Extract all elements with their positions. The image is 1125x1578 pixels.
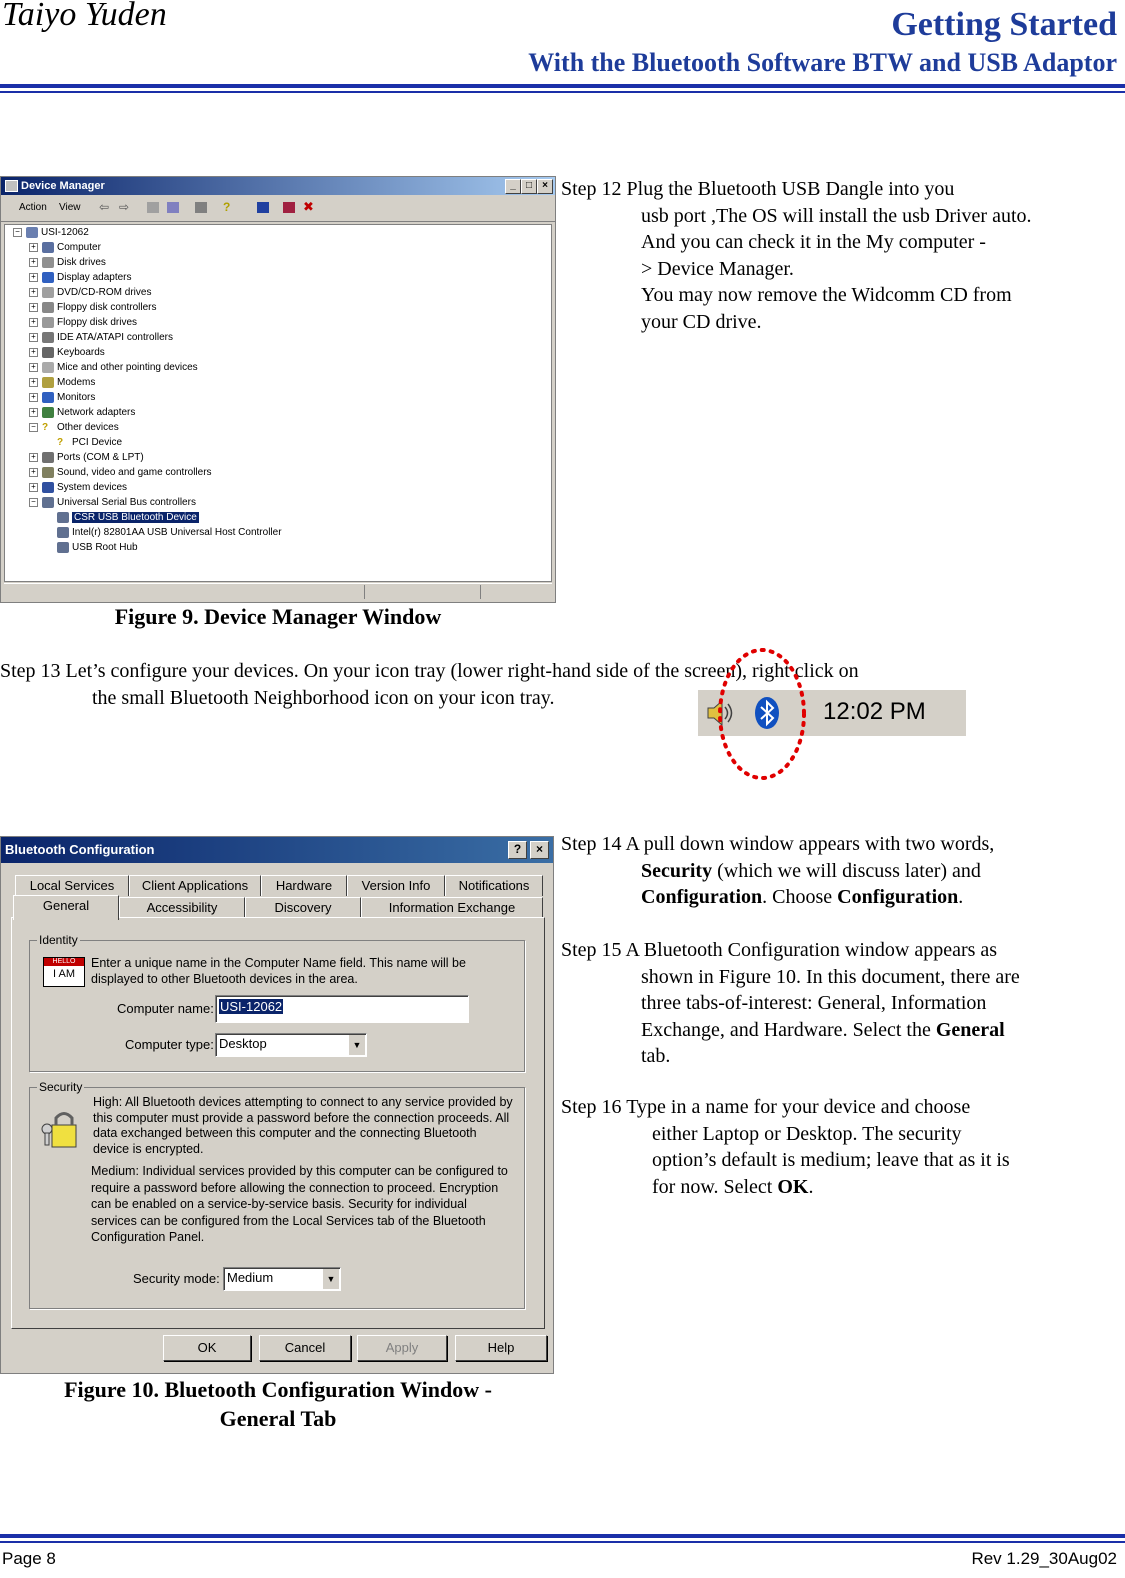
- tree-item[interactable]: − Universal Serial Bus controllers: [29, 495, 196, 510]
- security-mode-value: Medium: [227, 1270, 274, 1285]
- highlight-circle: [712, 646, 812, 786]
- status-bar: [4, 583, 552, 600]
- mouse-icon: [42, 362, 54, 373]
- step15-line: Exchange, and Hardware. Select the: [641, 1018, 936, 1041]
- security-medium-text: Medium: Individual services provided by this computer can be configured to require a password before allowing the connection to proceed. Encryption can be enabled on a service-by-service basis. Security for individual services can be configured from the Local Services tab of the Bluetooth Configuration Panel.: [91, 1164, 508, 1244]
- minimize-button[interactable]: _: [505, 179, 521, 194]
- tree-item[interactable]: Intel(r) 82801AA USB Universal Host Controller: [57, 525, 282, 540]
- view-icon[interactable]: [147, 202, 159, 213]
- tree-item[interactable]: − ? Other devices: [29, 420, 119, 435]
- tree-item[interactable]: + DVD/CD-ROM drives: [29, 285, 151, 300]
- hello-badge-bottom: I AM: [52, 968, 75, 980]
- step13-lead: Step 13 Let’s configure your devices. On your icon tray (lower right-hand side of the screen), right click on: [0, 660, 859, 682]
- security-mode-select[interactable]: [223, 1267, 341, 1291]
- company-name: Taiyo Yuden: [2, 0, 167, 33]
- step12-line: usb port ,The OS will install the usb Driver auto.: [641, 204, 1032, 227]
- computer-name-input[interactable]: [215, 995, 469, 1023]
- device-manager-titlebar: [1, 177, 555, 195]
- step16-text: [561, 1094, 1121, 1200]
- help-button[interactable]: ?: [508, 841, 527, 859]
- step14-text-part: . Choose: [762, 886, 838, 908]
- ide-icon: [42, 332, 54, 343]
- figure9-caption: Figure 9. Device Manager Window: [114, 604, 442, 629]
- tree-item[interactable]: + Mice and other pointing devices: [29, 360, 198, 375]
- disable-device-icon[interactable]: [283, 202, 295, 213]
- tab-accessibility[interactable]: Accessibility: [119, 897, 245, 918]
- computer-name-label: Computer name:: [117, 1001, 214, 1016]
- tab-version-info[interactable]: Version Info: [347, 875, 445, 896]
- doc-subtitle: With the Bluetooth Software BTW and USB Adaptor: [528, 48, 1117, 77]
- system-icon: [42, 482, 54, 493]
- tree-item[interactable]: + Disk drives: [29, 255, 106, 270]
- tab-hardware[interactable]: Hardware: [261, 875, 347, 896]
- scan-hardware-icon[interactable]: [257, 202, 269, 213]
- modem-icon: [42, 377, 54, 388]
- tree-item[interactable]: ? PCI Device: [57, 437, 123, 448]
- tray-clock: 12:02 PM: [823, 698, 926, 725]
- ok-button[interactable]: OK: [163, 1335, 251, 1361]
- floppy-icon: [42, 317, 54, 328]
- step12-lead: Step 12 Plug the Bluetooth USB Dangle into you: [561, 178, 955, 200]
- computer-type-label: Computer type:: [125, 1037, 214, 1052]
- maximize-button[interactable]: □: [521, 179, 537, 194]
- step13-line: the small Bluetooth Neighborhood icon on your icon tray.: [92, 686, 555, 709]
- step15-line: tab.: [641, 1045, 671, 1067]
- bt-config-title: Bluetooth Configuration: [5, 842, 155, 857]
- step14-text-part: .: [958, 886, 964, 908]
- tree-item[interactable]: + Sound, video and game controllers: [29, 465, 212, 480]
- computer-type-value: Desktop: [219, 1036, 267, 1051]
- header-rule-thin: [0, 91, 1125, 93]
- step16-line: for now. Select: [652, 1175, 778, 1198]
- figure10-caption: [0, 1375, 556, 1433]
- port-icon: [42, 452, 54, 463]
- question-icon: ?: [42, 422, 49, 433]
- floppy-controller-icon: [42, 302, 54, 313]
- tab-notifications[interactable]: Notifications: [445, 875, 543, 896]
- device-manager-window: [0, 176, 556, 603]
- computer-type-select[interactable]: [215, 1033, 367, 1057]
- identity-text: Enter a unique name in the Computer Name field. This name will be displayed to other Bluetooth devices in the area.: [91, 956, 466, 986]
- uninstall-icon[interactable]: ✖: [303, 199, 314, 214]
- step14-bold: Security: [641, 859, 713, 882]
- tree-item[interactable]: + Ports (COM & LPT): [29, 450, 144, 465]
- bt-config-window: [0, 836, 554, 1374]
- forward-icon[interactable]: ⇨: [119, 200, 130, 214]
- computer-icon: [5, 180, 18, 192]
- usb-icon: [42, 497, 54, 508]
- doc-title: Getting Started: [891, 6, 1117, 43]
- tree-item[interactable]: + Keyboards: [29, 345, 105, 360]
- lock-icon: [39, 1109, 79, 1149]
- bt-config-titlebar: [1, 837, 553, 863]
- tree-item[interactable]: + Floppy disk drives: [29, 315, 137, 330]
- step14-bold: Configuration: [837, 886, 959, 908]
- usb-icon: [57, 527, 69, 538]
- tree-item[interactable]: + IDE ATA/ATAPI controllers: [29, 330, 173, 345]
- figure10-caption-line1: Figure 10. Bluetooth Configuration Window -: [64, 1377, 492, 1402]
- step14-text: [561, 831, 1121, 911]
- tab-client-applications[interactable]: Client Applications: [129, 875, 261, 896]
- tree-item[interactable]: + Network adapters: [29, 405, 135, 420]
- step15-text: [561, 937, 1121, 1070]
- step14-lead: Step 14 A pull down window appears with two words,: [561, 833, 995, 855]
- device-manager-toolbar: [1, 195, 555, 222]
- tab-local-services[interactable]: Local Services: [15, 875, 129, 896]
- security-mode-label: Security mode:: [133, 1271, 220, 1286]
- disk-icon: [42, 257, 54, 268]
- display-icon: [42, 272, 54, 283]
- sound-icon: [42, 467, 54, 478]
- computer-icon: [42, 242, 54, 253]
- close-button[interactable]: ×: [537, 179, 553, 194]
- step16-line: .: [808, 1175, 814, 1198]
- back-icon[interactable]: ⇦: [99, 200, 110, 214]
- step12-line: > Device Manager.: [641, 257, 794, 280]
- cancel-button[interactable]: Cancel: [259, 1335, 351, 1361]
- computer-icon: [26, 227, 38, 238]
- usb-icon: [57, 512, 69, 523]
- step15-bold: General: [935, 1018, 1005, 1041]
- step12-line: And you can check it in the My computer -: [641, 231, 986, 253]
- step16-line: either Laptop or Desktop. The security: [652, 1122, 962, 1145]
- footer-rule: [0, 1534, 1125, 1538]
- tree-item[interactable]: + Modems: [29, 375, 95, 390]
- close-button[interactable]: ×: [530, 841, 549, 859]
- step16-line: option’s default is medium; leave that as it is: [652, 1149, 1010, 1171]
- step16-bold: OK: [777, 1175, 809, 1198]
- header-rule: [0, 84, 1125, 88]
- step16-lead: Step 16 Type in a name for your device and choose: [561, 1096, 971, 1118]
- footer-rule-thin: [0, 1541, 1125, 1543]
- figure10-caption-line2: General Tab: [219, 1406, 337, 1431]
- hello-badge-icon: [43, 957, 85, 987]
- step12-line: You may now remove the Widcomm CD from: [641, 284, 1012, 306]
- properties-icon[interactable]: [167, 202, 179, 213]
- cdrom-icon: [42, 287, 54, 298]
- tree-item-selected[interactable]: CSR USB Bluetooth Device: [57, 510, 199, 525]
- step12-text: [561, 176, 1121, 335]
- device-tree: [4, 224, 552, 582]
- usb-icon: [57, 542, 69, 553]
- monitor-icon: [42, 392, 54, 403]
- hello-badge-top: HELLO: [44, 958, 84, 966]
- computer-name-value: USI-12062: [220, 999, 283, 1014]
- tree-item[interactable]: USB Root Hub: [57, 540, 138, 555]
- tree-root[interactable]: − USI-12062: [13, 225, 89, 240]
- device-manager-title: Device Manager: [21, 180, 105, 192]
- step14-bold: Configuration: [641, 886, 763, 908]
- help-dialog-button[interactable]: Help: [455, 1335, 547, 1361]
- step15-line: three tabs-of-interest: General, Information: [641, 992, 987, 1014]
- chevron-down-icon[interactable]: ▼: [348, 1035, 365, 1055]
- tab-general[interactable]: General: [13, 895, 119, 920]
- chevron-down-icon[interactable]: ▼: [322, 1269, 339, 1289]
- page-number: Page 8: [2, 1549, 56, 1568]
- revision: Rev 1.29_30Aug02: [971, 1549, 1117, 1568]
- identity-label: Identity: [39, 933, 78, 947]
- step14-text-part: (which we will discuss later) and: [712, 859, 981, 882]
- step15-lead: Step 15 A Bluetooth Configuration window appears as: [561, 939, 998, 961]
- step15-line: shown in Figure 10. In this document, there are: [641, 965, 1020, 988]
- menu-view[interactable]: View: [59, 202, 81, 213]
- step12-line: your CD drive.: [641, 310, 762, 333]
- help-icon[interactable]: ?: [223, 200, 231, 214]
- menu-action[interactable]: Action: [19, 202, 47, 213]
- security-label: Security: [39, 1080, 83, 1094]
- tree-item[interactable]: + System devices: [29, 480, 127, 495]
- tab-discovery[interactable]: Discovery: [245, 897, 361, 918]
- network-icon: [42, 407, 54, 418]
- tree-item[interactable]: + Monitors: [29, 390, 95, 405]
- print-icon[interactable]: [195, 202, 207, 213]
- tree-item[interactable]: + Display adapters: [29, 270, 131, 285]
- tree-item[interactable]: + Floppy disk controllers: [29, 300, 156, 315]
- keyboard-icon: [42, 347, 54, 358]
- tree-item[interactable]: + Computer: [29, 240, 101, 255]
- tab-information-exchange[interactable]: Information Exchange: [361, 897, 543, 918]
- question-icon: ?: [57, 437, 64, 448]
- security-high-text: High: All Bluetooth devices attempting to connect to any service provided by this computer must provide a password before the connection proceeds. All data exchanged between this computer and the connecting Bluetooth device is encrypted.: [93, 1095, 513, 1156]
- apply-button[interactable]: Apply: [357, 1335, 447, 1361]
